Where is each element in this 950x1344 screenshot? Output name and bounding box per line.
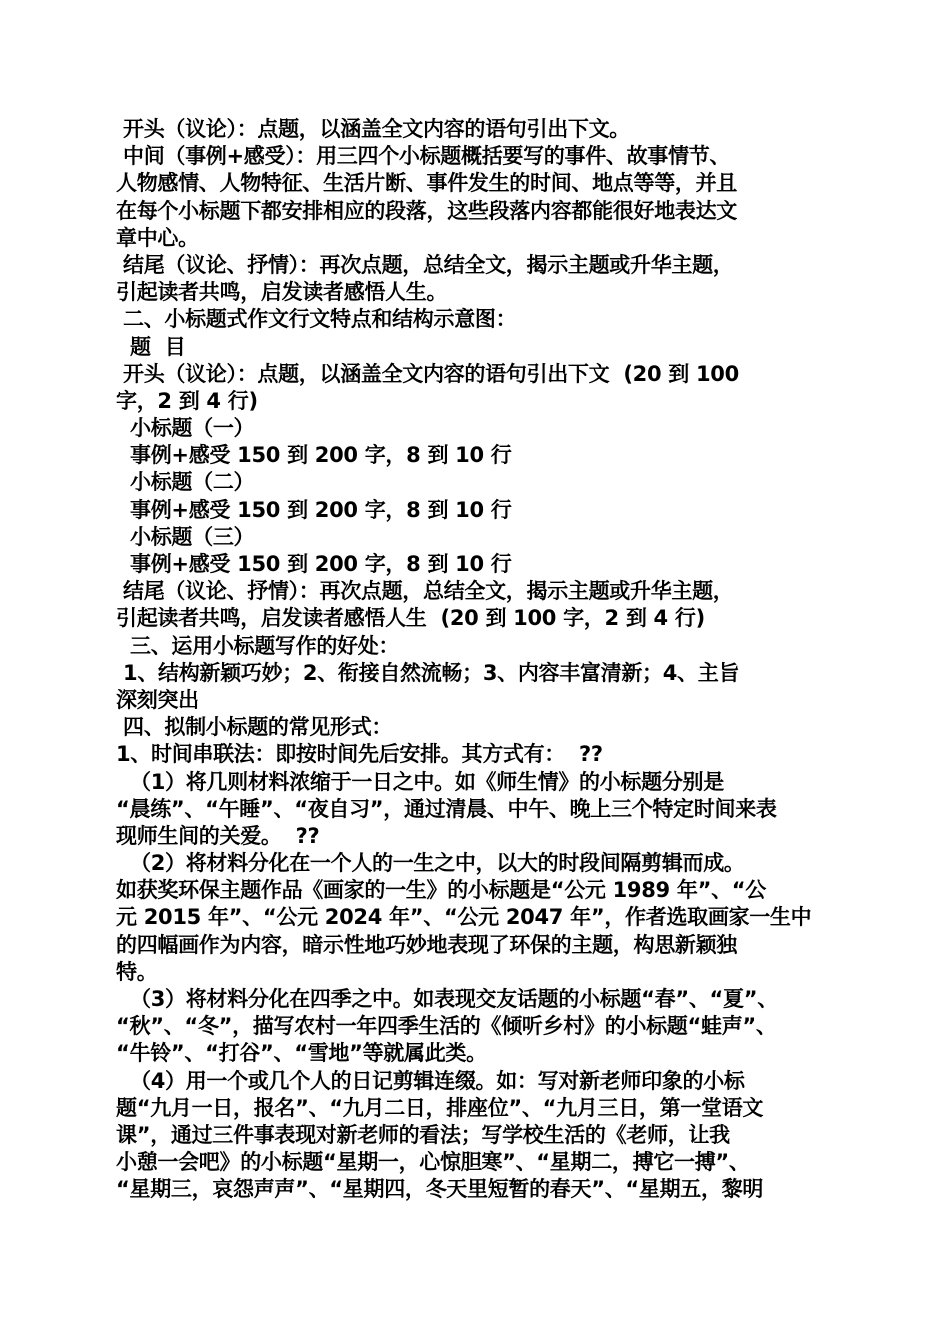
text-line: 事例+感受 150 到 200 字，8 到 10 行	[116, 497, 512, 522]
text-line: 结尾（议论、抒情）：再次点题，总结全文，揭示主题或升华主题，	[116, 252, 734, 277]
text-line: 1、时间串联法：即按时间先后安排。其方式有： ??	[116, 742, 603, 767]
text-line: 事例+感受 150 到 200 字，8 到 10 行	[116, 552, 512, 576]
text-line: 现师生间的关爱。 ??	[116, 823, 320, 848]
text-line: 的四幅画作为内容，暗示性地巧妙地表现了环保的主题，构思新颖独	[116, 932, 737, 957]
text-line: 小标题（二）	[116, 470, 255, 495]
text-line: 字，2 到 4 行)	[116, 388, 258, 413]
text-line: 1、结构新颖巧妙；2、衔接自然流畅；3、内容丰富清新；4、主旨	[116, 660, 740, 685]
document-body	[116, 116, 838, 1204]
text-line: （2）将材料分化在一个人的一生之中，以大的时段间隔剪辑而成。	[116, 851, 745, 876]
text-line: 引起读者共鸣，启发读者感悟人生 (20 到 100 字，2 到 4 行)	[116, 606, 705, 631]
text-line: 中间（事例+感受）：用三四个小标题概括要写的事件、故事情节、	[116, 144, 731, 169]
text-line: 深刻突出	[116, 687, 199, 712]
text-line: 引起读者共鸣，启发读者感悟人生。	[116, 280, 448, 305]
text-line: 四、拟制小标题的常见形式：	[116, 715, 393, 740]
text-line: 二、小标题式作文行文特点和结构示意图：	[116, 307, 517, 332]
text-line: 事例+感受 150 到 200 字，8 到 10 行	[116, 443, 512, 468]
text-line: 小标题（一）	[116, 416, 255, 441]
text-line: 小标题（三）	[116, 524, 255, 549]
text-line: 题 目	[116, 334, 186, 359]
text-line: “晨练”、“午睡”、“夜自习”，通过清晨、中午、晚上三个特定时间来表	[116, 796, 777, 821]
text-line: “星期三，哀怨声声”、“星期四，冬天里短暂的春天”、“星期五，黎明	[116, 1177, 764, 1202]
text-line: （4）用一个或几个人的日记剪辑连缀。如：写对新老师印象的小标	[116, 1068, 745, 1093]
text-line: 人物感情、人物特征、生活片断、事件发生的时间、地点等等，并且	[116, 171, 737, 196]
text-line: 在每个小标题下都安排相应的段落，这些段落内容都能很好地表达文	[116, 198, 737, 223]
text-line: 结尾（议论、抒情）：再次点题，总结全文，揭示主题或升华主题，	[116, 579, 734, 604]
text-line: （3）将材料分化在四季之中。如表现交友话题的小标题“春”、“夏”、	[116, 987, 778, 1011]
text-line: 小憩一会吧》的小标题“星期一，心惊胆寒”、“星期二，搏它一搏”、	[116, 1150, 750, 1175]
text-line: 三、运用小标题写作的好处：	[116, 633, 400, 658]
text-line: 特。	[116, 959, 158, 984]
text-line: 课”，通过三件事表现对新老师的看法；写学校生活的《老师，让我	[116, 1122, 730, 1147]
text-line: 题“九月一日，报名”、“九月二日，排座位”、“九月三日，第一堂语文	[116, 1095, 764, 1120]
text-line: 开头（议论）：点题，以涵盖全文内容的语句引出下文。	[116, 117, 631, 141]
text-line: 元 2015 年”、“公元 2024 年”、“公元 2047 年”，作者选取画家一生中	[116, 905, 812, 930]
text-line: 章中心。	[116, 225, 199, 250]
text-line: “秋”、“冬”，描写农村一年四季生活的《倾听乡村》的小标题“蛙声”、	[116, 1014, 777, 1039]
text-line: “牛铃”、“打谷”、“雪地”等就属此类。	[116, 1041, 487, 1066]
text-line: 开头（议论）：点题，以涵盖全文内容的语句引出下文 (20 到 100	[116, 361, 739, 386]
text-line: 如获奖环保主题作品《画家的一生》的小标题是“公元 1989 年”、“公	[116, 878, 766, 903]
text-line: （1）将几则材料浓缩于一日之中。如《师生情》的小标题分别是	[116, 769, 724, 794]
